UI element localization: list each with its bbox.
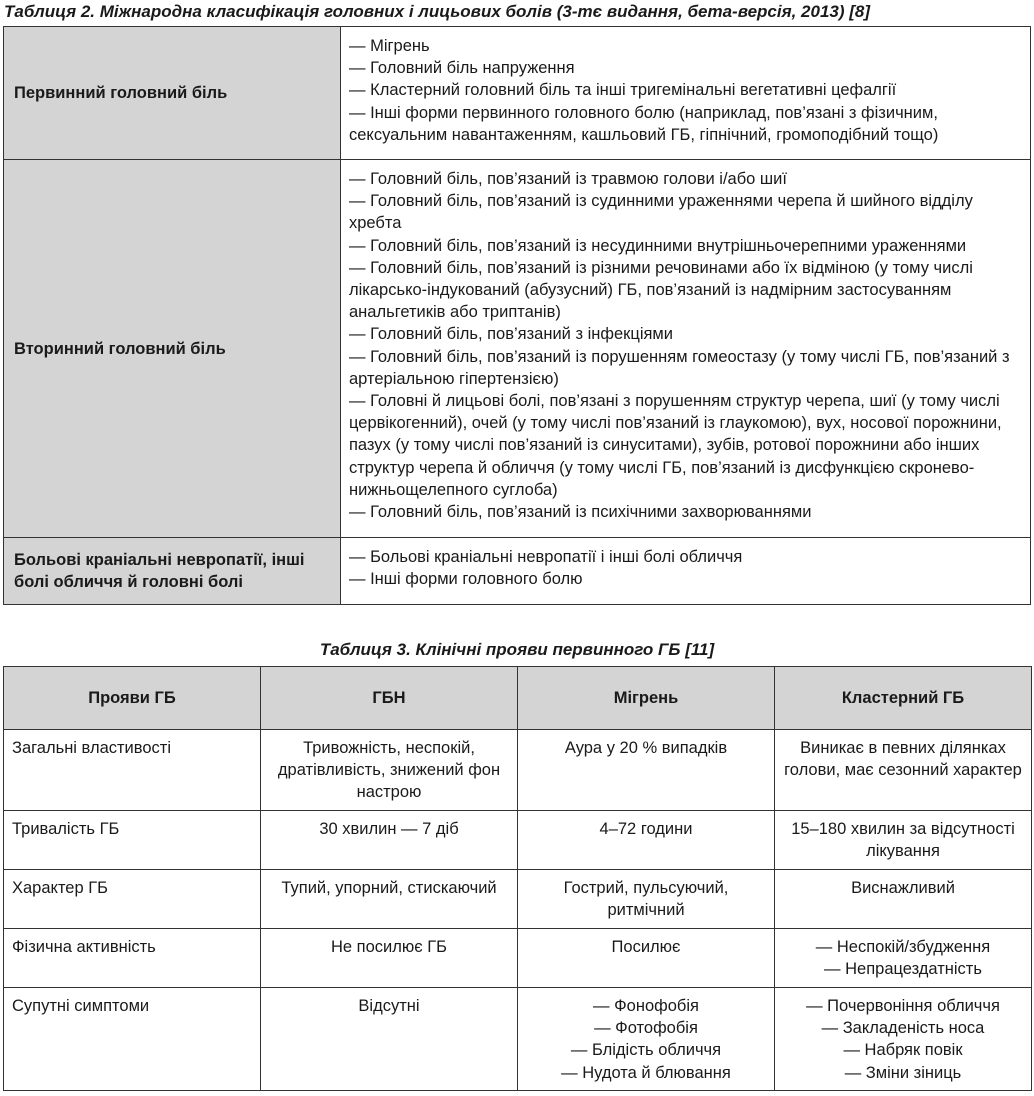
- row-label: Тривалість ГБ: [4, 811, 261, 870]
- cell-line: 15–180 хвилин за відсутності лікування: [791, 820, 1015, 861]
- row-label: Характер ГБ: [4, 870, 261, 929]
- cell-line: Виникає в певних ділянках голови, має сезонний характер: [784, 739, 1022, 780]
- table-row: [4, 27, 1031, 160]
- table-cell: [775, 870, 1032, 929]
- table-row: [4, 538, 1031, 605]
- items-cell: [341, 160, 1031, 538]
- row-label: Фізична активність: [4, 929, 261, 988]
- list-item: — Інші форми головного болю: [349, 570, 583, 589]
- cell-line: 30 хвилин — 7 діб: [319, 820, 459, 838]
- items-cell: [341, 27, 1031, 160]
- table-row: [4, 160, 1031, 538]
- list-item: — Головний біль, пов’язаний із порушенням гомеостазу (у тому числі ГБ, пов’язаний з артеріальною гіпертензією): [349, 347, 1010, 388]
- list-item: — Головний біль, пов’язаний із психічними захворюваннями: [349, 503, 812, 522]
- table2-caption: Таблиця 2. Міжнародна класифікація головних і лицьових болів (3-тє видання, бета-версія, 2013) [8]: [4, 2, 871, 21]
- cell-line: — Блідість обличчя: [570, 1041, 722, 1060]
- cell-line: Відсутні: [358, 997, 420, 1015]
- table-row: [4, 870, 1032, 929]
- category-cell: Больові краніальні невропатії, інші болі обличчя й головні болі: [4, 538, 341, 605]
- category-cell: Вторинний головний біль: [4, 160, 341, 538]
- list-item: — Головний біль, пов’язаний з інфекціями: [349, 325, 673, 344]
- items-cell: [341, 538, 1031, 605]
- table-cell: [518, 870, 775, 929]
- list-item: — Головний біль напруження: [349, 59, 575, 78]
- table-cell: [775, 929, 1032, 988]
- table-cell: [518, 811, 775, 870]
- cell-line: — Нудота й блювання: [561, 1063, 731, 1082]
- list-item: — Головний біль, пов’язаний із несудинними внутрішньочерепними ураженнями: [349, 236, 967, 255]
- list-item: — Головний біль, пов’язаний із різними речовинами або їх відміною (у тому числі лікарсько-індукований (абузусний) ГБ, пов’язаний із надмірним застосуванням анальгетиків або триптанів): [349, 258, 973, 322]
- header-row: [4, 667, 1032, 730]
- table-cell: [518, 929, 775, 988]
- column-header: Кластерний ГБ: [775, 667, 1032, 730]
- table-row: [4, 811, 1032, 870]
- table-cell: [518, 988, 775, 1091]
- cell-line: Гострий, пульсуючий, ритмічний: [563, 879, 729, 920]
- list-item: — Кластерний головний біль та інші тригемінальні вегетативні цефалгії: [349, 81, 897, 100]
- column-header: Мігрень: [518, 667, 775, 730]
- list-item: — Головний біль, пов’язаний із судинними ураженнями черепа й шийного відділу хребта: [349, 192, 973, 233]
- cell-line: — Фонофобія: [593, 997, 699, 1015]
- table-cell: [261, 730, 518, 811]
- table-cell: [775, 730, 1032, 811]
- table-cell: [775, 811, 1032, 870]
- cell-line: Не посилює ГБ: [330, 938, 448, 956]
- table-cell: [775, 988, 1032, 1091]
- table-cell: [261, 988, 518, 1091]
- cell-line: — Набряк повік: [843, 1041, 963, 1060]
- column-header: Прояви ГБ: [4, 667, 261, 730]
- table-cell: [518, 730, 775, 811]
- cell-line: — Непрацездатність: [824, 960, 982, 979]
- cell-line: — Неспокій/збудження: [815, 938, 991, 956]
- list-item: — Больові краніальні невропатії і інші болі обличчя: [349, 548, 743, 566]
- cell-line: — Закладеність носа: [821, 1019, 985, 1038]
- column-header: ГБН: [261, 667, 518, 730]
- cell-line: — Почервоніння обличчя: [806, 997, 1000, 1015]
- category-cell: Первинний головний біль: [4, 27, 341, 160]
- list-item: — Головні й лицьові болі, пов’язані з порушенням структур черепа, шиї (у тому числі цервікогенний), очей (у тому числі пов’язаний із глаукомою), вух, носової порожнини, пазух (у тому числі пов’язаний із синуситами), зубів, ротової порожнини або інших структур черепа й обличчя (у тому числі ГБ, пов’язаний із дисфункцією скронево-нижньощелепного суглоба): [349, 392, 1002, 499]
- list-item: — Головний біль, пов’язаний із травмою голови і/або шиї: [349, 170, 787, 188]
- cell-line: — Зміни зіниць: [844, 1063, 962, 1082]
- table-cell: [261, 870, 518, 929]
- cell-line: Тупий, упорний, стискаючий: [281, 879, 497, 897]
- table-row: [4, 988, 1032, 1091]
- cell-line: — Фотофобія: [594, 1019, 698, 1038]
- cell-line: 4–72 години: [599, 820, 693, 838]
- cell-line: Тривожність, неспокій, дратівливість, знижений фон настрою: [277, 739, 501, 802]
- table-cell: [261, 929, 518, 988]
- clinical-table: [3, 666, 1032, 1091]
- cell-line: Аура у 20 % випадків: [564, 739, 728, 757]
- list-item: — Інші форми первинного головного болю (наприклад, пов’язані з фізичним, сексуальним навантаженням, кашльовий ГБ, гіпнічний, громоподібний тощо): [349, 103, 939, 144]
- table-cell: [261, 811, 518, 870]
- table-row: [4, 929, 1032, 988]
- cell-line: Посилює: [611, 938, 681, 956]
- row-label: Загальні властивості: [4, 730, 261, 811]
- cell-line: Виснажливий: [851, 879, 955, 897]
- table-row: [4, 730, 1032, 811]
- row-label: Супутні симптоми: [4, 988, 261, 1091]
- list-item: — Мігрень: [349, 37, 430, 55]
- classification-table: [3, 26, 1031, 605]
- table3-caption: Таблиця 3. Клінічні прояви первинного ГБ [11]: [319, 640, 715, 659]
